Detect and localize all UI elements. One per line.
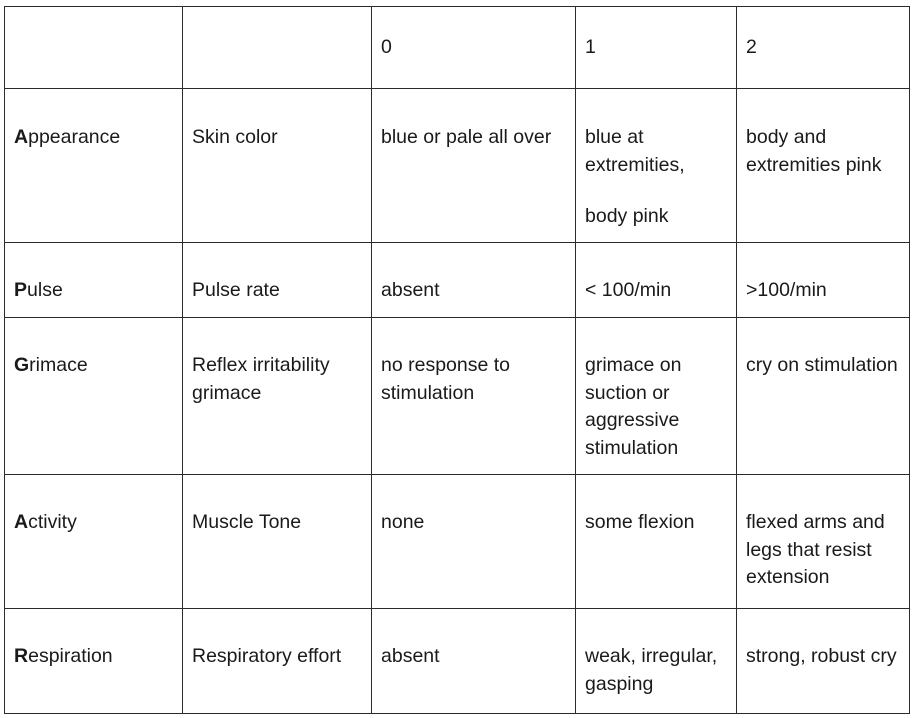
header-cell — [183, 7, 372, 89]
score-1-text: blue at extremities, — [585, 126, 685, 176]
criterion-cell: Pulse rate — [183, 243, 372, 318]
criterion-cell: Respiratory effort — [183, 609, 372, 714]
header-cell-score-2: 2 — [737, 7, 910, 89]
apgar-table — [4, 6, 910, 714]
sign-initial: G — [14, 354, 30, 376]
header-row — [5, 7, 910, 89]
table-row — [5, 609, 910, 714]
header-cell-score-1: 1 — [576, 7, 737, 89]
table-row — [5, 243, 910, 318]
sign-initial: A — [14, 126, 29, 148]
score-1-cell: < 100/min — [576, 243, 737, 318]
score-2-cell: flexed arms and legs that resist extension — [737, 475, 910, 609]
sign-cell — [5, 475, 183, 609]
score-1-cell: weak, irregular, gasping — [576, 609, 737, 714]
score-0-cell: no response to stimulation — [372, 318, 576, 475]
score-0-cell: blue or pale all over — [372, 89, 576, 243]
criterion-cell: Reflex irritability grimace — [183, 318, 372, 475]
sign-initial: A — [14, 511, 29, 533]
header-cell-score-0: 0 — [372, 7, 576, 89]
score-1-cell: grimace on suction or aggressive stimulation — [576, 318, 737, 475]
score-2-cell: >100/min — [737, 243, 910, 318]
score-2-cell: cry on stimulation — [737, 318, 910, 475]
sign-rest: espiration — [28, 645, 113, 667]
header-cell — [5, 7, 183, 89]
sign-rest: rimace — [29, 354, 88, 376]
score-0-cell: none — [372, 475, 576, 609]
sign-initial: R — [14, 645, 29, 667]
sign-rest: ppearance — [28, 126, 121, 148]
score-1-text-2: body pink — [585, 205, 669, 227]
table-row — [5, 318, 910, 475]
score-0-cell: absent — [372, 609, 576, 714]
table-row — [5, 89, 910, 243]
sign-cell — [5, 89, 183, 243]
criterion-cell: Skin color — [183, 89, 372, 243]
sign-cell — [5, 243, 183, 318]
sign-rest: ulse — [27, 279, 63, 301]
sign-cell — [5, 318, 183, 475]
score-2-cell: body and extremities pink — [737, 89, 910, 243]
score-2-cell: strong, robust cry — [737, 609, 910, 714]
table-row — [5, 475, 910, 609]
criterion-cell: Muscle Tone — [183, 475, 372, 609]
score-0-cell: absent — [372, 243, 576, 318]
score-1-cell: some flexion — [576, 475, 737, 609]
sign-cell — [5, 609, 183, 714]
sign-initial: P — [14, 279, 28, 301]
sign-rest: ctivity — [28, 511, 77, 533]
score-1-cell — [576, 89, 737, 243]
